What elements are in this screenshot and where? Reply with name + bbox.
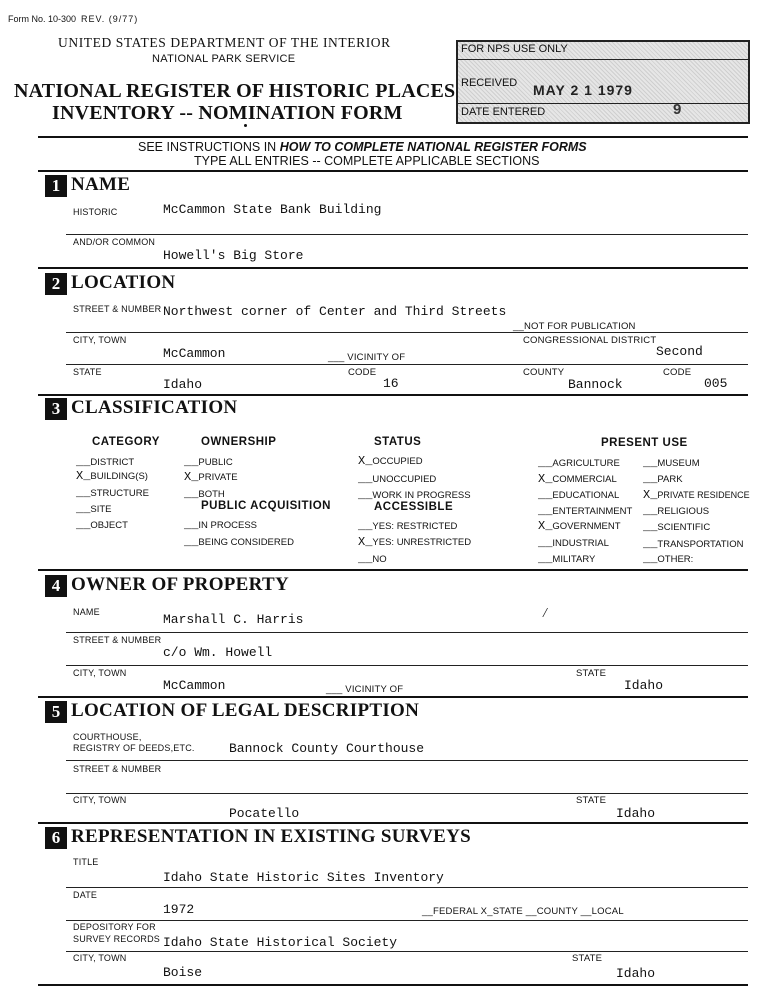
owner-state-value[interactable]: Idaho: [624, 678, 664, 693]
section-6-number: 6: [45, 827, 67, 849]
historic-name-value[interactable]: McCammon State Bank Building: [163, 202, 382, 217]
street-number-label: STREET & NUMBER: [73, 304, 162, 314]
nps-box-divider: [456, 103, 748, 104]
legal-state-value[interactable]: Idaho: [616, 806, 656, 821]
section-6-title: REPRESENTATION IN EXISTING SURVEYS: [71, 826, 472, 847]
survey-level-checkboxes[interactable]: __FEDERAL X_STATE __COUNTY __LOCAL: [422, 906, 624, 917]
section-4-title: OWNER OF PROPERTY: [71, 574, 290, 595]
survey-title-value[interactable]: Idaho State Historic Sites Inventory: [163, 870, 444, 885]
form-number: Form No. 10-300 REV. (9/77): [8, 14, 139, 24]
use-agriculture-checkbox[interactable]: __AGRICULTURE: [538, 456, 620, 470]
use-government-checkbox[interactable]: X_GOVERNMENT: [538, 519, 621, 533]
accessible-no-checkbox[interactable]: __NO: [358, 552, 387, 566]
owner-street-label: STREET & NUMBER: [73, 635, 162, 645]
owner-name-value[interactable]: Marshall C. Harris: [163, 612, 304, 627]
section-rule: [38, 984, 748, 986]
use-scientific-checkbox[interactable]: __SCIENTIFIC: [643, 520, 711, 534]
use-entertainment-checkbox[interactable]: __ENTERTAINMENT: [538, 504, 633, 518]
category-site-checkbox[interactable]: __SITE: [76, 502, 112, 516]
field-rule: [66, 665, 748, 666]
status-occupied-checkbox[interactable]: X_OCCUPIED: [358, 454, 423, 468]
accessible-unrestricted-checkbox[interactable]: X_YES: UNRESTRICTED: [358, 535, 472, 549]
depository-value[interactable]: Idaho State Historical Society: [163, 935, 398, 950]
legal-city-value[interactable]: Pocatello: [229, 806, 300, 821]
ownership-private-checkbox[interactable]: X_PRIVATE: [184, 470, 238, 484]
section-rule: [38, 267, 748, 269]
section-rule: [38, 569, 748, 571]
use-military-checkbox[interactable]: __MILITARY: [538, 552, 596, 566]
instructions-line1: SEE INSTRUCTIONS IN HOW TO COMPLETE NATIONAL REGISTER FORMS: [138, 140, 587, 154]
county-value[interactable]: Bannock: [568, 377, 623, 392]
field-rule: [66, 632, 748, 633]
ownership-public-checkbox[interactable]: __PUBLIC: [184, 455, 233, 469]
acquisition-being-considered-checkbox[interactable]: __BEING CONSIDERED: [184, 535, 294, 549]
legal-city-label: CITY, TOWN: [73, 795, 127, 805]
acquisition-in-process-checkbox[interactable]: __IN PROCESS: [184, 518, 258, 532]
section-3-title: CLASSIFICATION: [71, 397, 238, 418]
county-label: COUNTY: [523, 367, 565, 378]
use-educational-checkbox[interactable]: __EDUCATIONAL: [538, 488, 620, 502]
use-commercial-checkbox[interactable]: X_COMMERCIAL: [538, 472, 617, 486]
county-code-label: CODE: [663, 367, 692, 378]
section-2-number: 2: [45, 273, 67, 295]
ownership-both-checkbox[interactable]: __BOTH: [184, 487, 225, 501]
historic-label: HISTORIC: [73, 207, 118, 217]
present-use-heading: PRESENT USE: [601, 437, 688, 449]
common-name-value[interactable]: Howell's Big Store: [163, 248, 304, 263]
field-rule: [66, 332, 748, 333]
field-rule: [66, 951, 748, 952]
section-rule: [38, 822, 748, 824]
use-park-checkbox[interactable]: __PARK: [643, 472, 683, 486]
courthouse-value[interactable]: Bannock County Courthouse: [229, 741, 425, 756]
survey-title-label: TITLE: [73, 857, 99, 867]
category-heading: CATEGORY: [92, 436, 160, 448]
received-label: RECEIVED: [461, 77, 518, 89]
date-entered-label: DATE ENTERED: [461, 106, 546, 118]
field-rule: [66, 887, 748, 888]
category-structure-checkbox[interactable]: __STRUCTURE: [76, 486, 149, 500]
registry-label: REGISTRY OF DEEDS,ETC.: [73, 743, 195, 753]
nps-box-divider: [456, 59, 748, 60]
use-industrial-checkbox[interactable]: __INDUSTRIAL: [538, 536, 609, 550]
section-1-number: 1: [45, 175, 67, 197]
section-3-number: 3: [45, 398, 67, 420]
field-rule: [66, 920, 748, 921]
section-rule: [38, 696, 748, 698]
received-stamp: MAY 2 1 1979: [533, 82, 633, 98]
survey-date-value[interactable]: 1972: [163, 902, 195, 917]
field-rule: [66, 234, 748, 235]
state-label: STATE: [73, 367, 102, 377]
not-for-publication-checkbox[interactable]: __NOT FOR PUBLICATION: [513, 321, 636, 332]
state-code-label: CODE: [348, 367, 377, 378]
status-unoccupied-checkbox[interactable]: __UNOCCUPIED: [358, 472, 437, 486]
instructions-line2: TYPE ALL ENTRIES -- COMPLETE APPLICABLE SECTIONS: [194, 154, 540, 168]
courthouse-label: COURTHOUSE,: [73, 732, 142, 742]
category-district-checkbox[interactable]: __DISTRICT: [76, 455, 135, 469]
service-name: NATIONAL PARK SERVICE: [152, 53, 296, 65]
form-title-line2: INVENTORY -- NOMINATION FORM: [52, 102, 403, 124]
survey-records-label: SURVEY RECORDS: [73, 934, 160, 944]
vicinity-of-checkbox[interactable]: ___ VICINITY OF: [328, 352, 406, 363]
ownership-heading: OWNERSHIP: [201, 436, 277, 448]
owner-street-value[interactable]: c/o Wm. Howell: [163, 645, 273, 660]
legal-street-label: STREET & NUMBER: [73, 764, 162, 774]
congressional-district-label: CONGRESSIONAL DISTRICT: [523, 335, 657, 346]
survey-state-label: STATE: [572, 953, 603, 964]
header-rule: [38, 136, 748, 138]
use-private-residence-checkbox[interactable]: X_PRIVATE RESIDENCE: [643, 488, 750, 502]
street-number-value[interactable]: Northwest corner of Center and Third Streets: [163, 304, 507, 319]
legal-state-label: STATE: [576, 795, 607, 806]
use-other-checkbox[interactable]: __OTHER:: [643, 552, 694, 566]
instructions-rule: [38, 170, 748, 172]
pen-mark: /: [543, 606, 547, 621]
state-code-value[interactable]: 16: [383, 376, 399, 391]
owner-state-label: STATE: [576, 668, 607, 679]
status-heading: STATUS: [374, 436, 422, 448]
public-acquisition-heading: PUBLIC ACQUISITION: [201, 500, 331, 512]
survey-city-label: CITY, TOWN: [73, 953, 127, 963]
depository-label: DEPOSITORY FOR: [73, 922, 156, 932]
owner-vicinity-checkbox[interactable]: ___ VICINITY OF: [326, 684, 404, 695]
survey-date-label: DATE: [73, 890, 98, 900]
survey-city-value[interactable]: Boise: [163, 965, 203, 980]
use-museum-checkbox[interactable]: __MUSEUM: [643, 456, 700, 470]
section-2-title: LOCATION: [71, 272, 176, 293]
category-building-checkbox[interactable]: X_BUILDING(S): [76, 469, 148, 483]
county-code-value[interactable]: 005: [704, 376, 728, 391]
section-5-title: LOCATION OF LEGAL DESCRIPTION: [71, 700, 420, 721]
state-value[interactable]: Idaho: [163, 377, 203, 392]
nps-box-label: FOR NPS USE ONLY: [461, 43, 568, 55]
owner-name-label: NAME: [73, 607, 100, 617]
section-rule: [38, 394, 748, 396]
category-object-checkbox[interactable]: __OBJECT: [76, 518, 128, 532]
section-4-number: 4: [45, 575, 67, 597]
use-transportation-checkbox[interactable]: __TRANSPORTATION: [643, 537, 744, 551]
congressional-district-value[interactable]: Second: [656, 344, 703, 359]
survey-state-value[interactable]: Idaho: [616, 966, 656, 981]
section-5-number: 5: [45, 701, 67, 723]
city-town-value[interactable]: McCammon: [163, 346, 226, 361]
status-work-in-progress-checkbox[interactable]: __WORK IN PROGRESS: [358, 488, 471, 502]
accessible-heading: ACCESSIBLE: [374, 501, 454, 513]
common-name-label: AND/OR COMMON: [73, 237, 156, 247]
revision-date: REV. (9/77): [81, 14, 139, 24]
field-rule: [66, 364, 748, 365]
owner-city-label: CITY, TOWN: [73, 668, 127, 678]
dot-mark: [244, 124, 247, 127]
section-1-title: NAME: [71, 174, 131, 195]
form-title-line1: NATIONAL REGISTER OF HISTORIC PLACES: [14, 80, 456, 102]
date-entered-stamp: 9: [673, 101, 682, 118]
field-rule: [66, 760, 748, 761]
city-town-label: CITY, TOWN: [73, 335, 127, 345]
accessible-restricted-checkbox[interactable]: __YES: RESTRICTED: [358, 519, 458, 533]
field-rule: [66, 793, 748, 794]
department-name: UNITED STATES DEPARTMENT OF THE INTERIOR: [58, 35, 391, 50]
owner-city-value[interactable]: McCammon: [163, 678, 226, 693]
use-religious-checkbox[interactable]: __RELIGIOUS: [643, 504, 710, 518]
